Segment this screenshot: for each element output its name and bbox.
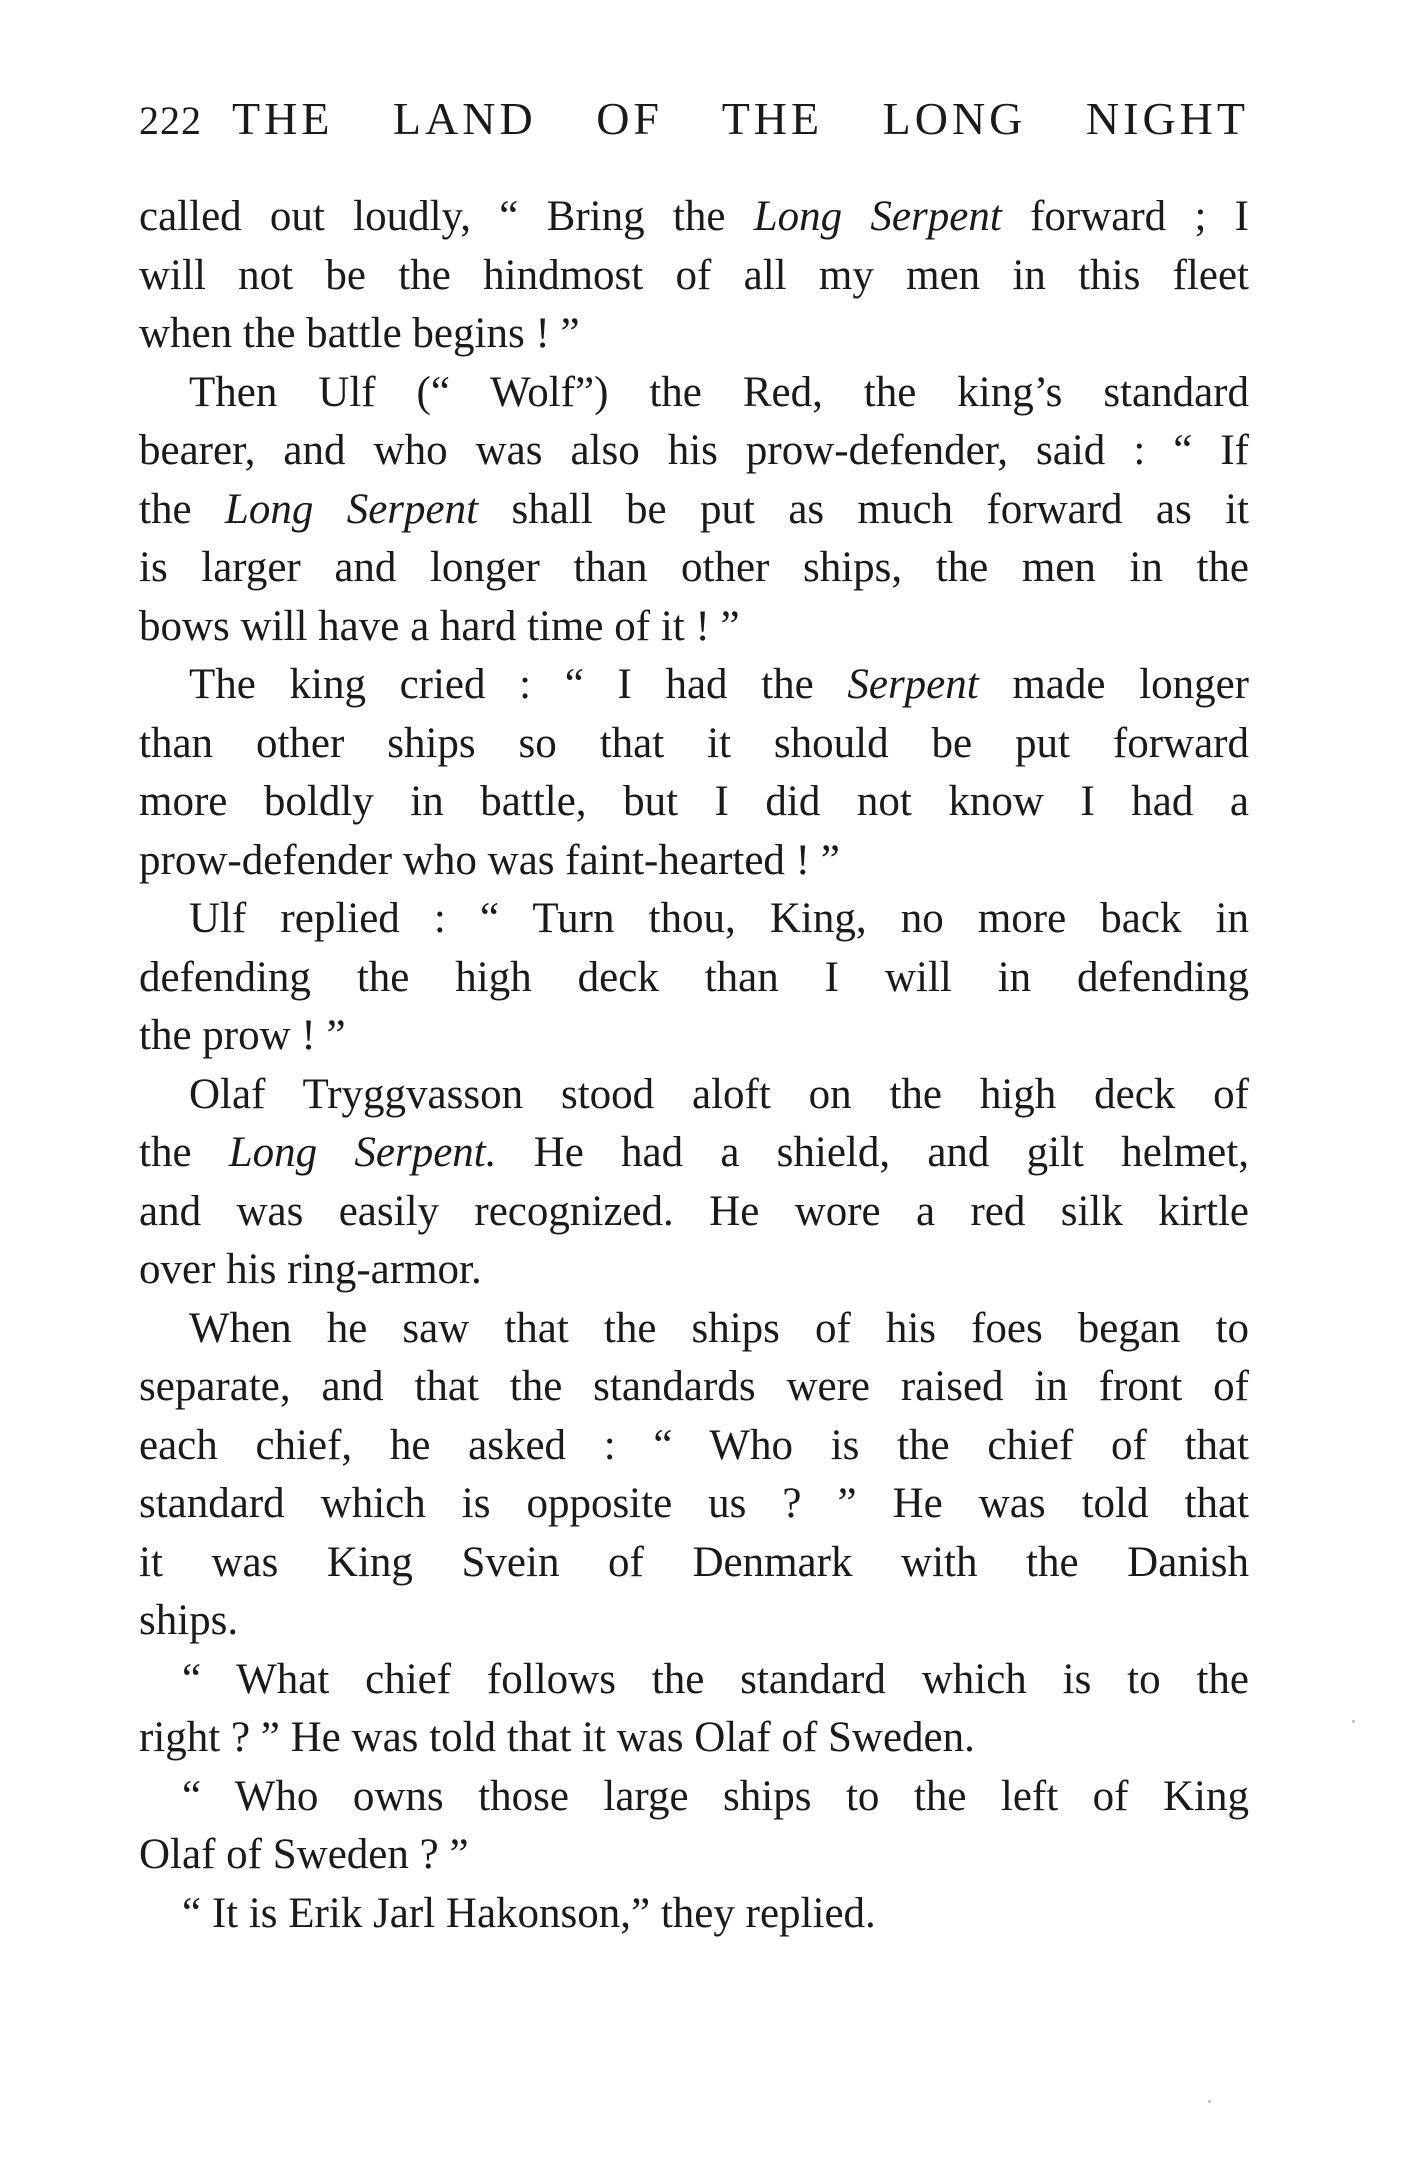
- text-line: [139, 247, 1249, 306]
- text-segment: Ulf replied : “ Turn thou, King, no more back in: [189, 895, 1249, 942]
- text-segment: shall be put as much forward as it: [478, 485, 1249, 533]
- text-segment: “ What chief follows the standard which is to the: [182, 1655, 1249, 1703]
- text-segment: than other ships so that it should be put forward: [139, 719, 1249, 767]
- page-number: 222: [139, 98, 202, 143]
- text-segment: “ It is Erik Jarl Hakonson,” they replied.: [182, 1889, 876, 1937]
- italic-text: Long Serpent: [753, 193, 1002, 240]
- text-line: [139, 1709, 1249, 1768]
- text-segment: bows will have a hard time of it ! ”: [139, 602, 740, 650]
- text-line: [139, 715, 1249, 774]
- text-segment: each chief, he asked : “ Who is the chief of that: [139, 1421, 1249, 1469]
- page-header: [139, 92, 1249, 162]
- italic-text: Long Serpent: [224, 485, 479, 533]
- text-line: [139, 1066, 1249, 1125]
- text-line: [139, 773, 1249, 832]
- text-segment: the prow ! ”: [139, 1012, 346, 1059]
- text-segment: He had a shield, and gilt helmet,: [496, 1129, 1249, 1176]
- text-segment: ships.: [139, 1597, 239, 1644]
- text-segment: more boldly in battle, but I did not know I had a: [139, 778, 1249, 825]
- text-line: [139, 1826, 1249, 1885]
- text-segment: forward ; I: [1001, 193, 1249, 240]
- text-segment: and was easily recognized. He wore a red silk kirtle: [139, 1187, 1249, 1235]
- paper-speck: [1208, 2100, 1211, 2103]
- text-segment: “ Who owns those large ships to the left of King: [182, 1772, 1249, 1820]
- text-line: [139, 188, 1249, 247]
- text-line: [139, 422, 1249, 481]
- text-segment: The king cried : “ I had the: [189, 661, 848, 708]
- text-segment: Then Ulf (“ Wolf”) the Red, the king’s standard: [189, 368, 1249, 416]
- text-line: [139, 364, 1249, 423]
- text-segment: when the battle begins ! ”: [139, 310, 580, 357]
- italic-text: Long Serpent.: [228, 1129, 497, 1176]
- text-segment: prow-defender who was faint-hearted ! ”: [139, 836, 840, 884]
- text-segment: called out loudly, “ Bring the: [139, 193, 754, 240]
- paper-speck: [1352, 1720, 1355, 1723]
- running-head: THE LAND OF THE LONG NIGHT: [232, 93, 1249, 144]
- text-line: [139, 1475, 1249, 1534]
- text-segment: made longer: [978, 661, 1249, 708]
- body-text: [139, 188, 1249, 1943]
- text-line: [139, 1124, 1249, 1183]
- text-line: [139, 481, 1249, 540]
- text-line: [139, 305, 1249, 364]
- text-segment: will not be the hindmost of all my men in this fleet: [139, 251, 1249, 299]
- text-segment: over his ring-armor.: [139, 1246, 482, 1293]
- text-line: [139, 598, 1249, 657]
- text-segment: it was King Svein of Denmark with the Danish: [139, 1538, 1249, 1586]
- text-line: [139, 1651, 1249, 1710]
- text-line: [139, 1300, 1249, 1359]
- text-line: [139, 1241, 1249, 1300]
- text-line: [139, 656, 1249, 715]
- text-segment: Olaf Tryggvasson stood aloft on the high deck of: [189, 1070, 1249, 1118]
- text-segment: right ? ” He was told that it was Olaf of Sweden.: [139, 1714, 975, 1761]
- text-segment: defending the high deck than I will in defending: [139, 953, 1249, 1001]
- text-segment: standard which is opposite us ? ” He was told that: [139, 1480, 1249, 1527]
- text-line: [139, 1534, 1249, 1593]
- text-segment: the: [139, 485, 225, 533]
- text-line: [139, 949, 1249, 1008]
- text-line: [139, 832, 1249, 891]
- text-line: [139, 1885, 1249, 1944]
- text-line: [139, 1768, 1249, 1827]
- text-segment: separate, and that the standards were raised in front of: [139, 1363, 1249, 1410]
- text-line: [139, 1183, 1249, 1242]
- text-line: [139, 1417, 1249, 1476]
- text-segment: the: [139, 1129, 229, 1176]
- text-segment: is larger and longer than other ships, the men in the: [139, 544, 1249, 591]
- text-line: [139, 1007, 1249, 1066]
- text-line: [139, 1358, 1249, 1417]
- text-line: [139, 1592, 1249, 1651]
- italic-text: Serpent: [847, 661, 979, 708]
- text-line: [139, 890, 1249, 949]
- text-segment: bearer, and who was also his prow-defender, said : “ If: [139, 427, 1249, 474]
- text-line: [139, 539, 1249, 598]
- text-segment: Olaf of Sweden ? ”: [139, 1831, 469, 1878]
- text-segment: When he saw that the ships of his foes began to: [189, 1304, 1249, 1352]
